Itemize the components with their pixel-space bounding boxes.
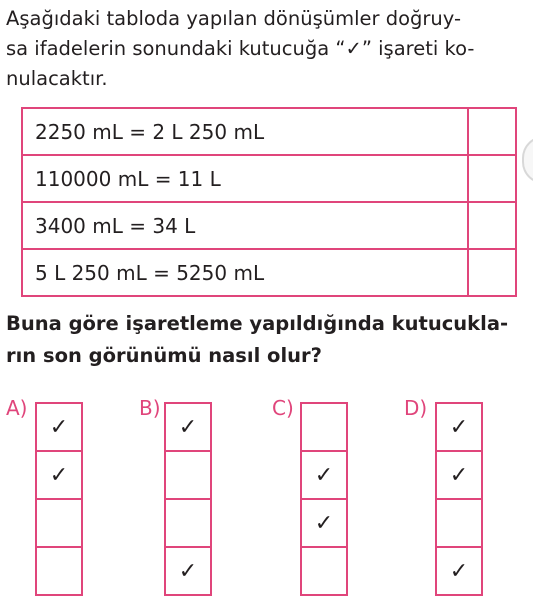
statement-cell: 3400 mL = 34 L (22, 202, 468, 249)
option-b-box-3 (165, 499, 211, 547)
option-c-box-3: ✓ (301, 499, 347, 547)
option-d-box-1: ✓ (436, 403, 482, 451)
option-b-box-2 (165, 451, 211, 499)
option-b-box-4: ✓ (165, 547, 211, 595)
option-b-box-1: ✓ (165, 403, 211, 451)
intro-line: sa ifadelerin sonundaki kutucuğa “✓” işareti ko- (6, 37, 475, 60)
table-row (22, 108, 516, 155)
table-row (22, 155, 516, 202)
statement-cell: 5 L 250 mL = 5250 mL (22, 249, 468, 296)
option-c-box-4 (301, 547, 347, 595)
check-box[interactable] (468, 155, 516, 202)
table-row (22, 249, 516, 296)
option-b-letter[interactable]: B) (139, 396, 161, 420)
check-box[interactable] (468, 202, 516, 249)
intro-line: Aşağıdaki tabloda yapılan dönüşümler doğruy- (6, 7, 462, 30)
option-a-box-2: ✓ (36, 451, 82, 499)
option-a-letter[interactable]: A) (6, 396, 28, 420)
option-a-box-4 (36, 547, 82, 595)
option-d-box-3 (436, 499, 482, 547)
table-row (22, 202, 516, 249)
question-text (6, 308, 530, 372)
check-box[interactable] (468, 249, 516, 296)
option-a-boxes[interactable] (35, 402, 83, 596)
option-d-box-2: ✓ (436, 451, 482, 499)
option-d-box-4: ✓ (436, 547, 482, 595)
intro-text (6, 4, 528, 94)
option-a-box-3 (36, 499, 82, 547)
option-c-boxes[interactable] (300, 402, 348, 596)
option-b-boxes[interactable] (164, 402, 212, 596)
option-a-box-1: ✓ (36, 403, 82, 451)
scroll-handle[interactable] (522, 136, 533, 184)
option-d-boxes[interactable] (435, 402, 483, 596)
option-c-box-2: ✓ (301, 451, 347, 499)
intro-line: nulacaktır. (6, 67, 108, 90)
statement-cell: 110000 mL = 11 L (22, 155, 468, 202)
option-c-letter[interactable]: C) (272, 396, 294, 420)
statement-cell: 2250 mL = 2 L 250 mL (22, 108, 468, 155)
check-box[interactable] (468, 108, 516, 155)
option-c-box-1 (301, 403, 347, 451)
question-line: Buna göre işaretleme yapıldığında kutucukla- (6, 312, 509, 335)
conversion-table (21, 107, 517, 297)
option-d-letter[interactable]: D) (404, 396, 428, 420)
question-line: rın son görünümü nasıl olur? (6, 344, 322, 367)
